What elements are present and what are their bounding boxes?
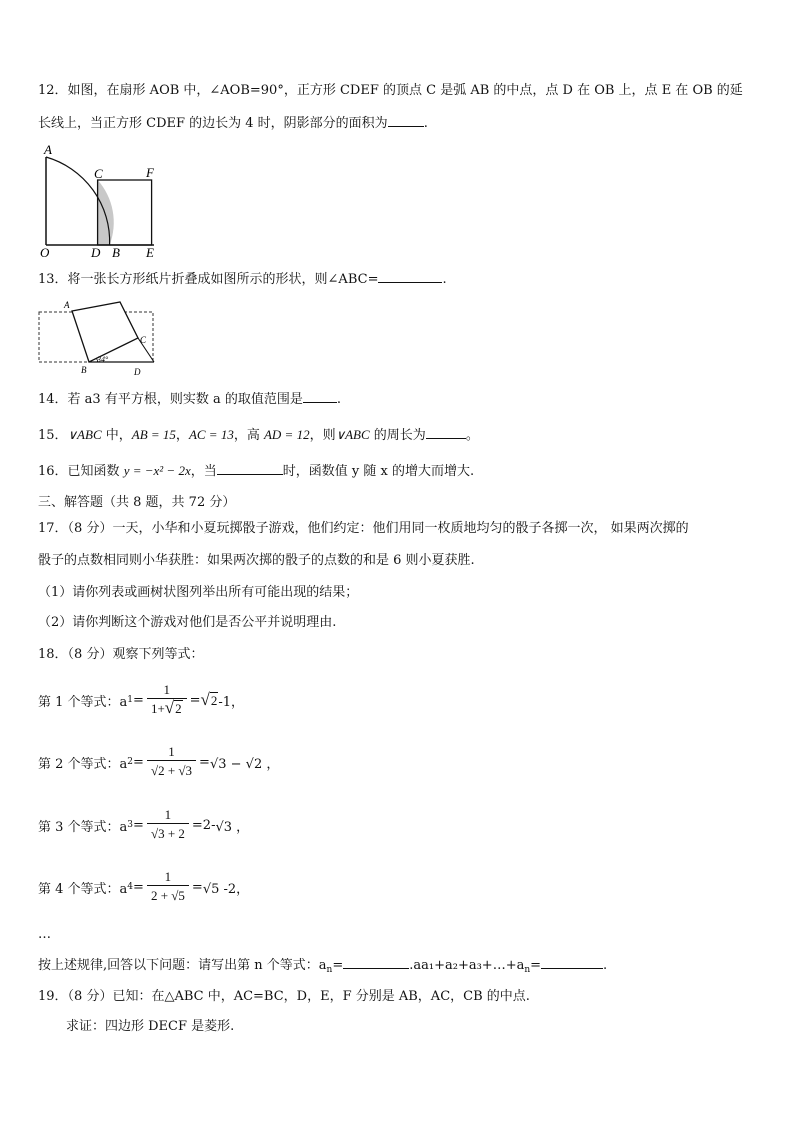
eq4-fraction [147,869,189,905]
label-D: D [134,367,141,377]
q16-prefix: 16．已知函数 [38,464,124,479]
label-C: C [94,166,103,181]
q18-equation-3 [38,803,249,847]
q16-suffix: 时，函数值 y 随 x 的增大而增大. [282,464,475,479]
q19-line1: 19．（8 分）已知：在△ABC 中，AC=BC，D，E，F 分别是 AB，AC，CB 的中点. [38,989,530,1004]
eq1-den-sqrt: √ 2 [164,698,182,717]
q12-answer-blank[interactable] [388,114,424,127]
eq4-den: 2 + √5 [147,885,189,905]
q15-ab: AB = 15 [131,427,176,442]
eq1-index: 1 [127,695,134,705]
eq3-rhs: √3 ， [215,819,250,835]
eq4-label: 第 4 个等式：a [38,881,128,897]
eq1-rhs-post: -1， [218,694,245,710]
q17-line1: 17．（8 分）一天，小华和小夏玩掷骰子游戏，他们约定：他们用同一枚质地均匀的骰子各掷一次， 如果两次掷的 [38,521,689,536]
label-F: F [146,165,154,180]
eq4-equals: = [133,879,144,895]
q12-end: . [423,116,428,131]
q18-sum-blank[interactable] [541,956,603,969]
q15-text-3: ，则 [309,428,336,443]
eq3-num: 1 [164,807,172,822]
q12-figure [36,140,166,264]
eq2-index: 2 [127,757,134,767]
q18-equation-2 [38,740,279,784]
q15-answer-blank[interactable] [426,426,466,439]
eq1-den-text: 1+ [150,701,165,716]
q18-sum-n: n [524,965,531,975]
q12-text: 长线上，当正方形 CDEF 的边长为 4 时，阴影部分的面积为 [38,116,388,131]
label-D: D [91,245,101,260]
eq2-fraction [147,744,196,780]
label-C: C [140,335,147,345]
eq1-rhs-pre: = [189,692,201,708]
q13-answer-blank[interactable] [378,270,442,283]
eq2-rhs-pre: = [199,754,210,770]
eq3-equals: = [133,817,144,833]
q18-sum-end: . [603,958,608,973]
q18-rule-line [38,956,607,979]
q18-title: 18．（8 分）观察下列等式： [38,647,204,662]
q15-ac: AC = 13 [188,427,234,442]
eq2-equals: = [133,754,144,770]
q18-rule-n: n [326,965,333,975]
q16-line [38,462,474,481]
q15-end: 。 [465,428,479,443]
q18-rule-mid: .a [409,958,422,973]
q18-sum-equals: = [530,958,542,973]
q15-text-1: 中， [101,428,132,443]
q12-line2 [38,114,428,133]
q15-prefix: 15． [38,428,68,443]
q13-figure [34,296,164,384]
q16-mid: ，当 [190,464,217,479]
eq3-fraction [147,807,189,843]
label-O: O [40,245,50,260]
eq3-den: √3 + 2 [147,823,189,843]
eq2-label: 第 2 个等式：a [38,756,128,772]
q15-line [38,426,479,445]
q17-line2: 骰子的点数相同则小华获胜：如果两次掷的骰子的点数的和是 6 则小夏获胜. [38,553,475,568]
eq4-rhs: √5 -2， [202,881,250,897]
label-B: B [112,245,120,260]
q15-text-4: 的周长为 [369,428,426,443]
q13-end: . [442,272,447,287]
q13-line [38,270,447,289]
q16-function: y = −x² − 2x [123,463,191,478]
q17-sub1: （1）请你列表或画树状图列举出所有可能出现的结果； [38,585,359,600]
q13-text: 13．将一张长方形纸片折叠成如图所示的形状，则∠ABC= [38,272,379,287]
folded-quadrilateral [72,302,138,362]
q18-sum-terms: a₁+a₂+a₃+…+a [421,958,525,973]
label-A: A [44,142,52,157]
eq1-rhs-radicand: 2 [210,693,218,708]
eq4-num: 1 [164,869,172,884]
q15-text-2: ，高 [233,428,264,443]
q18-equation-4 [38,865,249,909]
q15-triangle-2: ∨ABC [335,427,370,442]
label-B: B [81,365,87,375]
eq1-fraction [147,682,187,718]
q15-triangle: ∨ABC [67,427,102,442]
shaded-region [98,180,114,245]
eq2-rhs: √3 − √2 ， [209,756,280,772]
eq1-rhs-sqrt: √ 2 [200,690,218,709]
label-A: A [64,300,70,310]
q18-rule-text: 按上述规律,回答以下问题：请写出第 n 个等式：a [38,958,327,973]
eq3-rhs-pre: =2- [191,817,216,833]
eq4-rhs-pre: = [191,879,203,895]
q18-rule-equals: = [332,958,344,973]
eq1-equals: = [133,692,144,708]
eq4-index: 4 [127,882,134,892]
eq2-num: 1 [168,744,175,759]
q19-line2: 求证：四边形 DECF 是菱形. [66,1019,235,1034]
q18-nth-blank[interactable] [343,956,409,969]
q12-line1: 12．如图，在扇形 AOB 中，∠AOB=90°，正方形 CDEF 的顶点 C 是弧 AB 的中点，点 D 在 OB 上，点 E 在 OB 的延 [38,83,743,98]
eq1-den [147,698,187,718]
label-E: E [146,245,154,260]
eq1-label: 第 1 个等式：a [38,694,128,710]
q15-ad: AD = 12 [263,427,310,442]
q16-answer-blank[interactable] [217,462,283,475]
section-3-title: 三、解答题（共 8 题，共 72 分） [38,495,236,510]
eq3-label: 第 3 个等式：a [38,819,128,835]
q18-equation-1 [38,678,244,722]
eq1-den-radicand: 2 [175,701,182,716]
eq2-den: √2 + √3 [147,760,196,780]
q14-line [38,390,341,409]
eq3-index: 3 [127,820,134,830]
q14-text: 14．若 a3 有平方根，则实数 a 的取值范围是 [38,392,303,407]
q14-end: . [336,392,341,407]
q14-answer-blank[interactable] [303,390,337,403]
label-angle: 34° [97,355,109,364]
q15-sep: ， [175,428,189,443]
q17-sub2: （2）请你判断这个游戏对他们是否公平并说明理由. [38,615,337,630]
eq1-num: 1 [163,682,171,697]
q18-ellipsis: … [38,927,51,942]
